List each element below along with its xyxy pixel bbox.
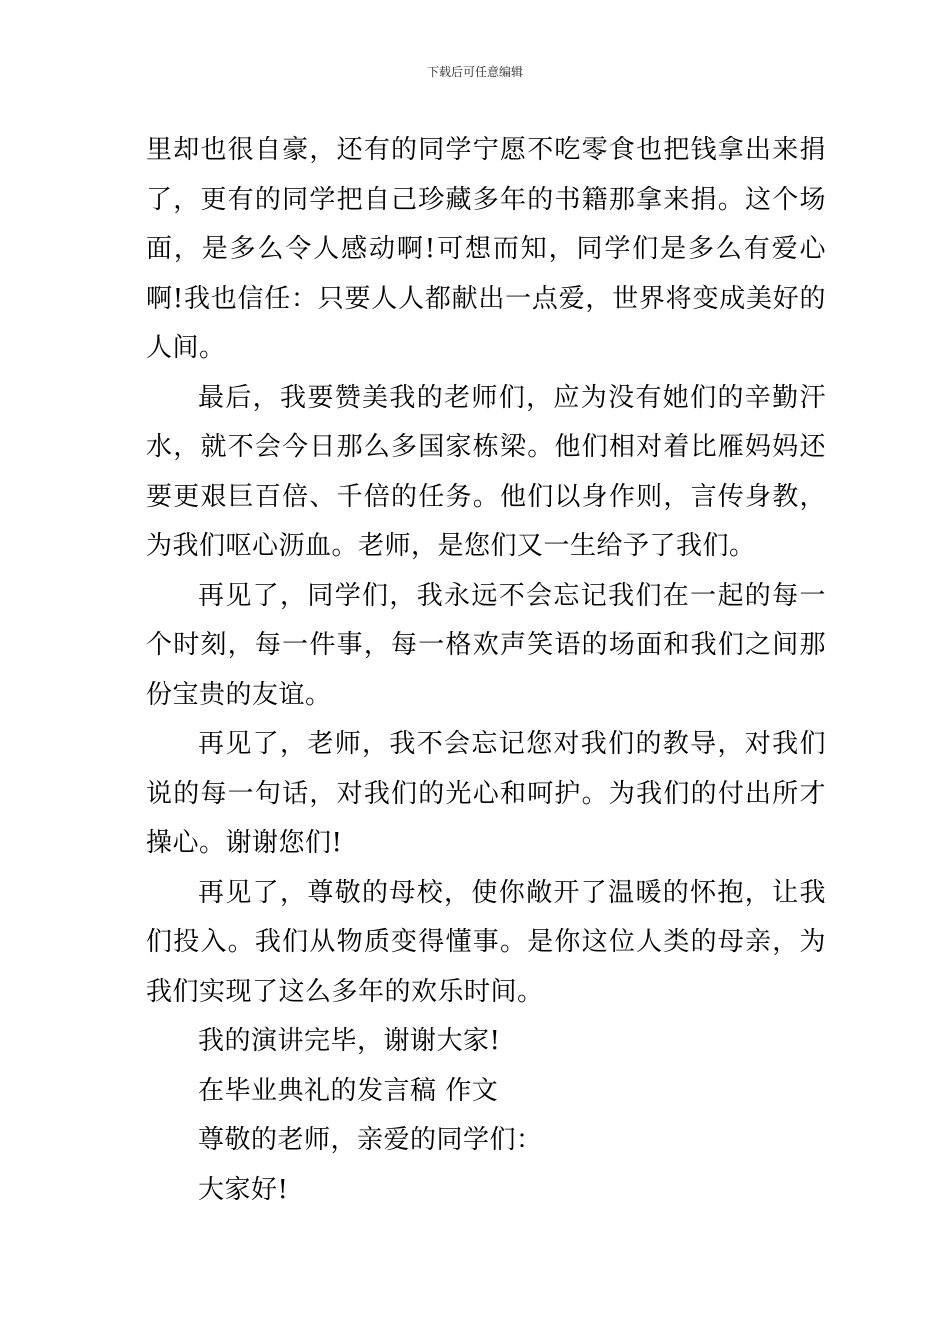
paragraph-teachers: 最后，我要赞美我的老师们，应为没有她们的辛勤汗水，就不会今日那么多国家栋梁。他们相对着比雁妈妈还要更艰巨百倍、千倍的任务。他们以身作则，言传身教，为我们呕心沥血。老师，是您们又一生给予了我们。 xyxy=(146,382,826,561)
paragraph-classmates: 再见了，同学们，我永远不会忘记我们在一起的每一个时刻，每一件事，每一格欢声笑语的场面和我们之间那份宝贵的友谊。 xyxy=(146,580,826,710)
paragraph-school-farewell: 再见了，尊敬的母校，使你敞开了温暖的怀抱，让我们投入。我们从物质变得懂事。是你这位人类的母亲，为我们实现了这么多年的欢乐时间。 xyxy=(146,877,826,1007)
page-header: 下载后可任意编辑 xyxy=(426,65,523,79)
salutation: 尊敬的老师，亲爱的同学们： xyxy=(198,1125,543,1155)
paragraph-continued: 里却也很自豪，还有的同学宁愿不吃零食也把钱拿出来捐了，更有的同学把自己珍藏多年的书籍那拿来捐。这个场面，是多么令人感动啊!可想而知，同学们是多么有爱心啊!我也信任：只要人人都献出一点爱，世界将变成美好的人间。 xyxy=(146,135,826,363)
document-body xyxy=(146,126,826,1215)
greeting: 大家好! xyxy=(198,1174,289,1205)
section-title: 在毕业典礼的发言稿 作文 xyxy=(198,1075,499,1106)
speech-closing: 我的演讲完毕，谢谢大家! xyxy=(198,1026,501,1056)
paragraph-teacher-farewell: 再见了，老师，我不会忘记您对我们的教导，对我们说的每一句话，对我们的光心和呵护。为我们的付出所才操心。谢谢您们! xyxy=(146,729,826,858)
